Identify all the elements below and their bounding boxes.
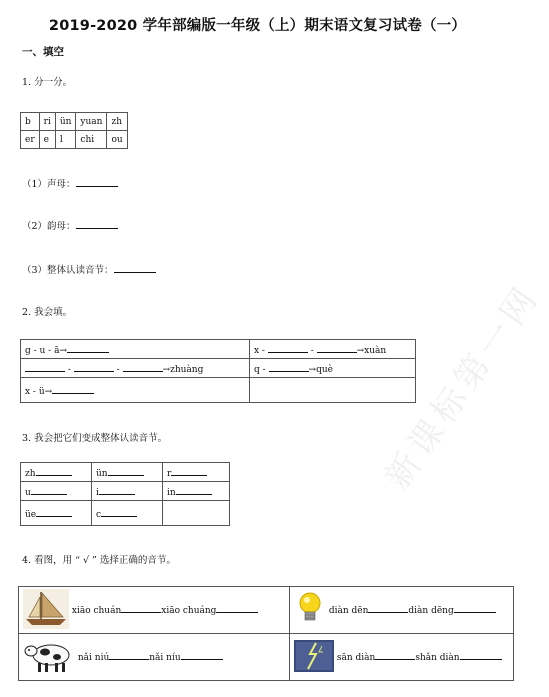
table-cell [21,378,250,403]
cell-text: x - [254,346,268,356]
answer-blank[interactable] [109,649,149,660]
q1-sub2 [22,218,118,232]
table-cell [250,340,416,359]
cell-text: i [96,488,99,498]
table-row [21,340,416,359]
table-row [19,634,514,681]
answer-blank[interactable] [101,506,137,517]
table-cell [92,501,163,526]
cell-text: r [167,469,172,479]
answer-blank[interactable] [31,484,67,495]
sailboat-icon [23,589,69,632]
q3-table [20,462,230,526]
page-title: 2019-2020 学年部编版一年级（上）期末语文复习试卷（一） [48,18,467,34]
section-heading: 一、填空 [22,46,64,58]
table-cell: ou [107,131,127,149]
q4-prompt: 4. 看图，用 “ √ ” 选择正确的音节。 [22,555,176,566]
table-cell: yuan [76,113,107,131]
table-row [19,587,514,634]
cell-text: - [113,365,123,375]
table-row [21,359,416,378]
cell-text: →xuàn [356,346,387,356]
table-cell: l [55,131,76,149]
table-row [21,113,128,131]
answer-blank[interactable] [454,602,496,613]
table-row [21,131,128,149]
answer-blank[interactable] [67,342,109,353]
cell-text: q - [254,365,269,375]
lightbulb-icon [294,589,326,632]
lightning-icon [294,640,334,675]
answer-blank[interactable] [52,383,94,394]
q3-prompt: 3. 我会把它们变成整体认读音节。 [22,433,168,444]
table-cell [163,501,230,526]
answer-blank[interactable] [121,602,161,613]
table-cell: ün [55,113,76,131]
cell-text: →zhuàng [162,365,204,375]
table-cell [21,359,250,378]
q2-prompt: 2. 我会填。 [22,307,73,318]
table-cell [290,587,514,634]
answer-blank[interactable] [176,484,212,495]
cell-text: - [65,365,74,375]
cell-text: - [307,346,317,356]
table-cell [21,482,92,501]
answer-blank[interactable] [36,506,72,517]
table-cell: b [21,113,40,131]
table-cell: ri [39,113,55,131]
table-cell [21,340,250,359]
table-cell [290,634,514,681]
answer-blank[interactable] [74,361,114,372]
option-text: diàn dēng [408,605,454,616]
table-cell: chi [76,131,107,149]
answer-blank[interactable] [76,176,118,187]
option-text: sān diàn [336,652,376,663]
answer-blank[interactable] [114,262,156,273]
answer-blank[interactable] [123,361,163,372]
cell-text: zh [25,469,36,479]
answer-blank[interactable] [108,465,144,476]
answer-blank[interactable] [268,342,308,353]
option-text: shǎn diàn [415,652,460,663]
q1-sub1-label: （1）声母： [22,179,76,190]
answer-blank[interactable] [25,361,65,372]
answer-blank[interactable] [36,465,72,476]
option-text: xiāo chuáng [161,605,217,616]
cell-text: ün [96,469,108,479]
q1-table [20,112,128,149]
option-text: xiāo chuán [71,605,122,616]
table-row [21,501,230,526]
q1-sub3-label: （3）整体认读音节： [22,265,114,276]
table-cell [163,463,230,482]
answer-blank[interactable] [171,465,207,476]
answer-blank[interactable] [181,649,223,660]
cell-text: u [25,488,31,498]
q1-sub1 [22,176,118,190]
table-cell: zh [107,113,127,131]
table-row [21,482,230,501]
answer-blank[interactable] [76,218,118,229]
answer-blank[interactable] [368,602,408,613]
q1-sub2-label: （2）韵母： [22,221,76,232]
q2-table [20,339,416,403]
table-cell [250,359,416,378]
table-cell [92,463,163,482]
q1-prompt: 1. 分一分。 [22,77,73,88]
watermark-text: 新课标第一网 [377,276,549,497]
cell-text: x - ü→ [25,387,53,397]
table-cell [92,482,163,501]
table-cell [250,378,416,403]
q4-table [18,586,514,681]
answer-blank[interactable] [317,342,357,353]
answer-blank[interactable] [269,361,309,372]
table-cell [19,587,290,634]
table-cell [19,634,290,681]
cell-text: g - u - ā→ [25,346,67,356]
table-cell: er [21,131,40,149]
table-cell [21,501,92,526]
table-cell [163,482,230,501]
answer-blank[interactable] [99,484,135,495]
cell-text: →què [308,365,333,375]
cell-text: üe [25,510,37,520]
cell-text: c [96,510,102,520]
table-cell [21,463,92,482]
option-text: nǎi níu [149,652,181,663]
answer-blank[interactable] [216,602,258,613]
cell-text: in [167,488,176,498]
option-text: diàn dēn [328,605,369,616]
cow-icon [23,637,75,678]
table-row [21,378,416,403]
q1-sub3 [22,262,156,276]
table-row [21,463,230,482]
answer-blank[interactable] [375,649,415,660]
answer-blank[interactable] [460,649,502,660]
option-text: nǎi niú [77,652,110,663]
table-cell: e [39,131,55,149]
